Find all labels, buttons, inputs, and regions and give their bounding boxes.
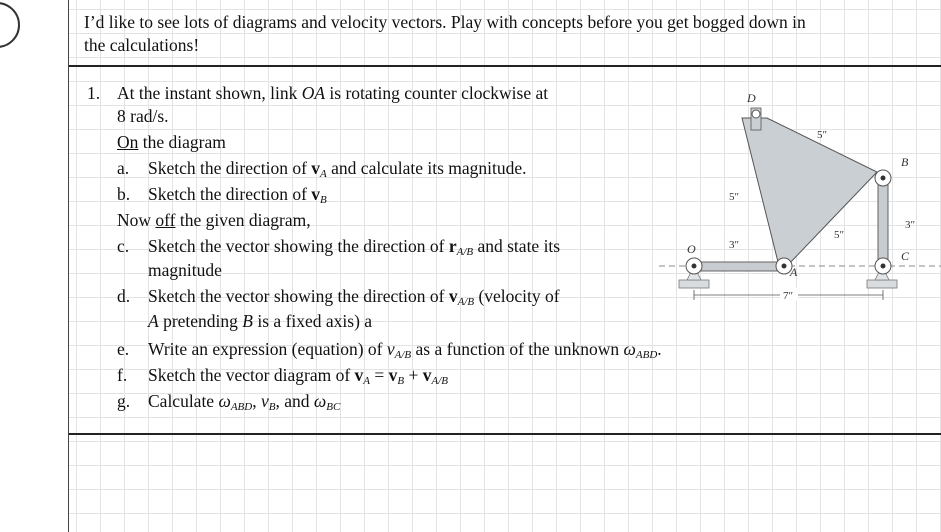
pin-o-center (692, 264, 697, 269)
label-a: A (790, 265, 798, 279)
item-c-pre: Sketch the vector showing the direction of (148, 236, 449, 256)
intro-line-2: the calculations! (84, 35, 200, 55)
problem-number: 1. (87, 83, 101, 103)
linkage-diagram (659, 90, 941, 320)
item-c-vec: r (448, 236, 457, 256)
label-b: B (901, 155, 909, 169)
item-b-letter: b. (117, 184, 131, 204)
on-diagram-line (117, 131, 226, 153)
item-c-post: and state its (473, 236, 561, 256)
bottom-rule (69, 433, 941, 435)
item-f (148, 364, 448, 392)
circle-marker-icon (0, 2, 20, 48)
item-f-pre: Sketch the vector diagram of (148, 365, 355, 385)
item-a-sub: A (320, 168, 327, 180)
ground-base-c (867, 280, 897, 288)
item-d (148, 285, 560, 313)
document-page (68, 0, 941, 532)
dim-oa: 3″ (729, 239, 740, 251)
now-post: the given diagram, (175, 210, 311, 230)
pin-b-center (881, 176, 886, 181)
item-b-pre: Sketch the direction of (148, 184, 312, 204)
item-d-letter: d. (117, 286, 131, 306)
item-f-v1-sub: A (363, 375, 371, 387)
problem-line-1 (117, 82, 548, 104)
on-word: On (117, 132, 139, 152)
item-g-c2: , and (275, 391, 314, 411)
item-e-var: v (386, 339, 395, 359)
item-e-omega: ω (623, 339, 636, 359)
item-f-v3: v (422, 365, 432, 385)
link-bc (878, 178, 888, 266)
intro-line-1: I’d like to see lots of diagrams and velocity vectors. Play with concepts before you get bogged down in (84, 12, 806, 32)
item-e-pre: Write an expression (equation) of (148, 339, 387, 359)
item-f-plus: + (404, 365, 423, 385)
item-a (148, 157, 527, 185)
item-a-pre: Sketch the direction of (148, 158, 312, 178)
item-d-mid: pretending (158, 311, 243, 331)
left-margin (0, 0, 67, 532)
item-d-b: B (242, 311, 253, 331)
item-f-v2-sub: B (397, 375, 405, 387)
item-g-c1: , (252, 391, 261, 411)
now-pre: Now (117, 210, 156, 230)
off-word: off (155, 210, 176, 230)
item-d-end: is a fixed axis) a (253, 311, 373, 331)
label-o: O (687, 242, 696, 256)
item-g (148, 390, 340, 418)
on-rest: the diagram (138, 132, 226, 152)
dim-ab: 5″ (834, 229, 845, 241)
item-g-w2-sub: BC (326, 401, 341, 413)
item-f-letter: f. (117, 365, 128, 385)
item-d-a: A (148, 311, 159, 331)
item-b-vec: v (311, 184, 321, 204)
item-e-letter: e. (117, 339, 130, 359)
dim-da: 5″ (729, 191, 740, 203)
item-g-w1: ω (218, 391, 231, 411)
item-d-pre: Sketch the vector showing the direction of (148, 286, 449, 306)
item-e-mid: as a function of the unknown (411, 339, 624, 359)
item-c-letter: c. (117, 236, 130, 256)
item-f-v2: v (388, 365, 398, 385)
problem-line-2: 8 rad/s. (117, 106, 169, 126)
item-e-end: . (657, 339, 662, 359)
link-oa (694, 262, 784, 271)
item-g-letter: g. (117, 391, 131, 411)
item-c-line-2: magnitude (148, 260, 222, 280)
item-g-w1-sub: ABD (230, 401, 253, 413)
item-g-v: v (260, 391, 269, 411)
item-d-post: (velocity of (474, 286, 560, 306)
line1-end: is rotating counter clockwise at (325, 83, 549, 103)
item-d-sub: A/B (457, 296, 475, 308)
item-a-post: and calculate its magnitude. (326, 158, 527, 178)
line1-pre: At the instant shown, link (117, 83, 302, 103)
top-rule (69, 65, 941, 67)
now-off-line (117, 209, 311, 231)
label-d: D (747, 91, 756, 105)
label-c: C (901, 249, 910, 263)
item-f-v3-sub: A/B (431, 375, 448, 387)
item-a-vec: v (311, 158, 321, 178)
item-e (148, 338, 662, 366)
link-oa: OA (301, 83, 326, 103)
dim-oc: 7″ (783, 290, 794, 302)
item-b (148, 183, 327, 211)
item-e-var-sub: A/B (394, 349, 412, 361)
pin-d-icon (752, 110, 760, 118)
plate-abd (742, 118, 877, 266)
item-g-pre: Calculate (148, 391, 219, 411)
item-e-omega-sub: ABD (635, 349, 658, 361)
dim-db: 5″ (817, 129, 828, 141)
item-a-letter: a. (117, 158, 130, 178)
ground-base-o (679, 280, 709, 288)
intro-paragraph (84, 11, 924, 57)
item-d-vec: v (448, 286, 458, 306)
pin-c-center (881, 264, 886, 269)
item-b-sub: B (320, 194, 327, 206)
dim-bc: 3″ (905, 219, 916, 231)
item-f-v1: v (354, 365, 364, 385)
item-g-w2: ω (313, 391, 327, 411)
item-d-line-2 (148, 310, 372, 332)
item-g-v-sub: B (268, 401, 276, 413)
item-c-sub: A/B (456, 246, 474, 258)
pin-a-center (782, 264, 787, 269)
item-f-eq: = (370, 365, 389, 385)
